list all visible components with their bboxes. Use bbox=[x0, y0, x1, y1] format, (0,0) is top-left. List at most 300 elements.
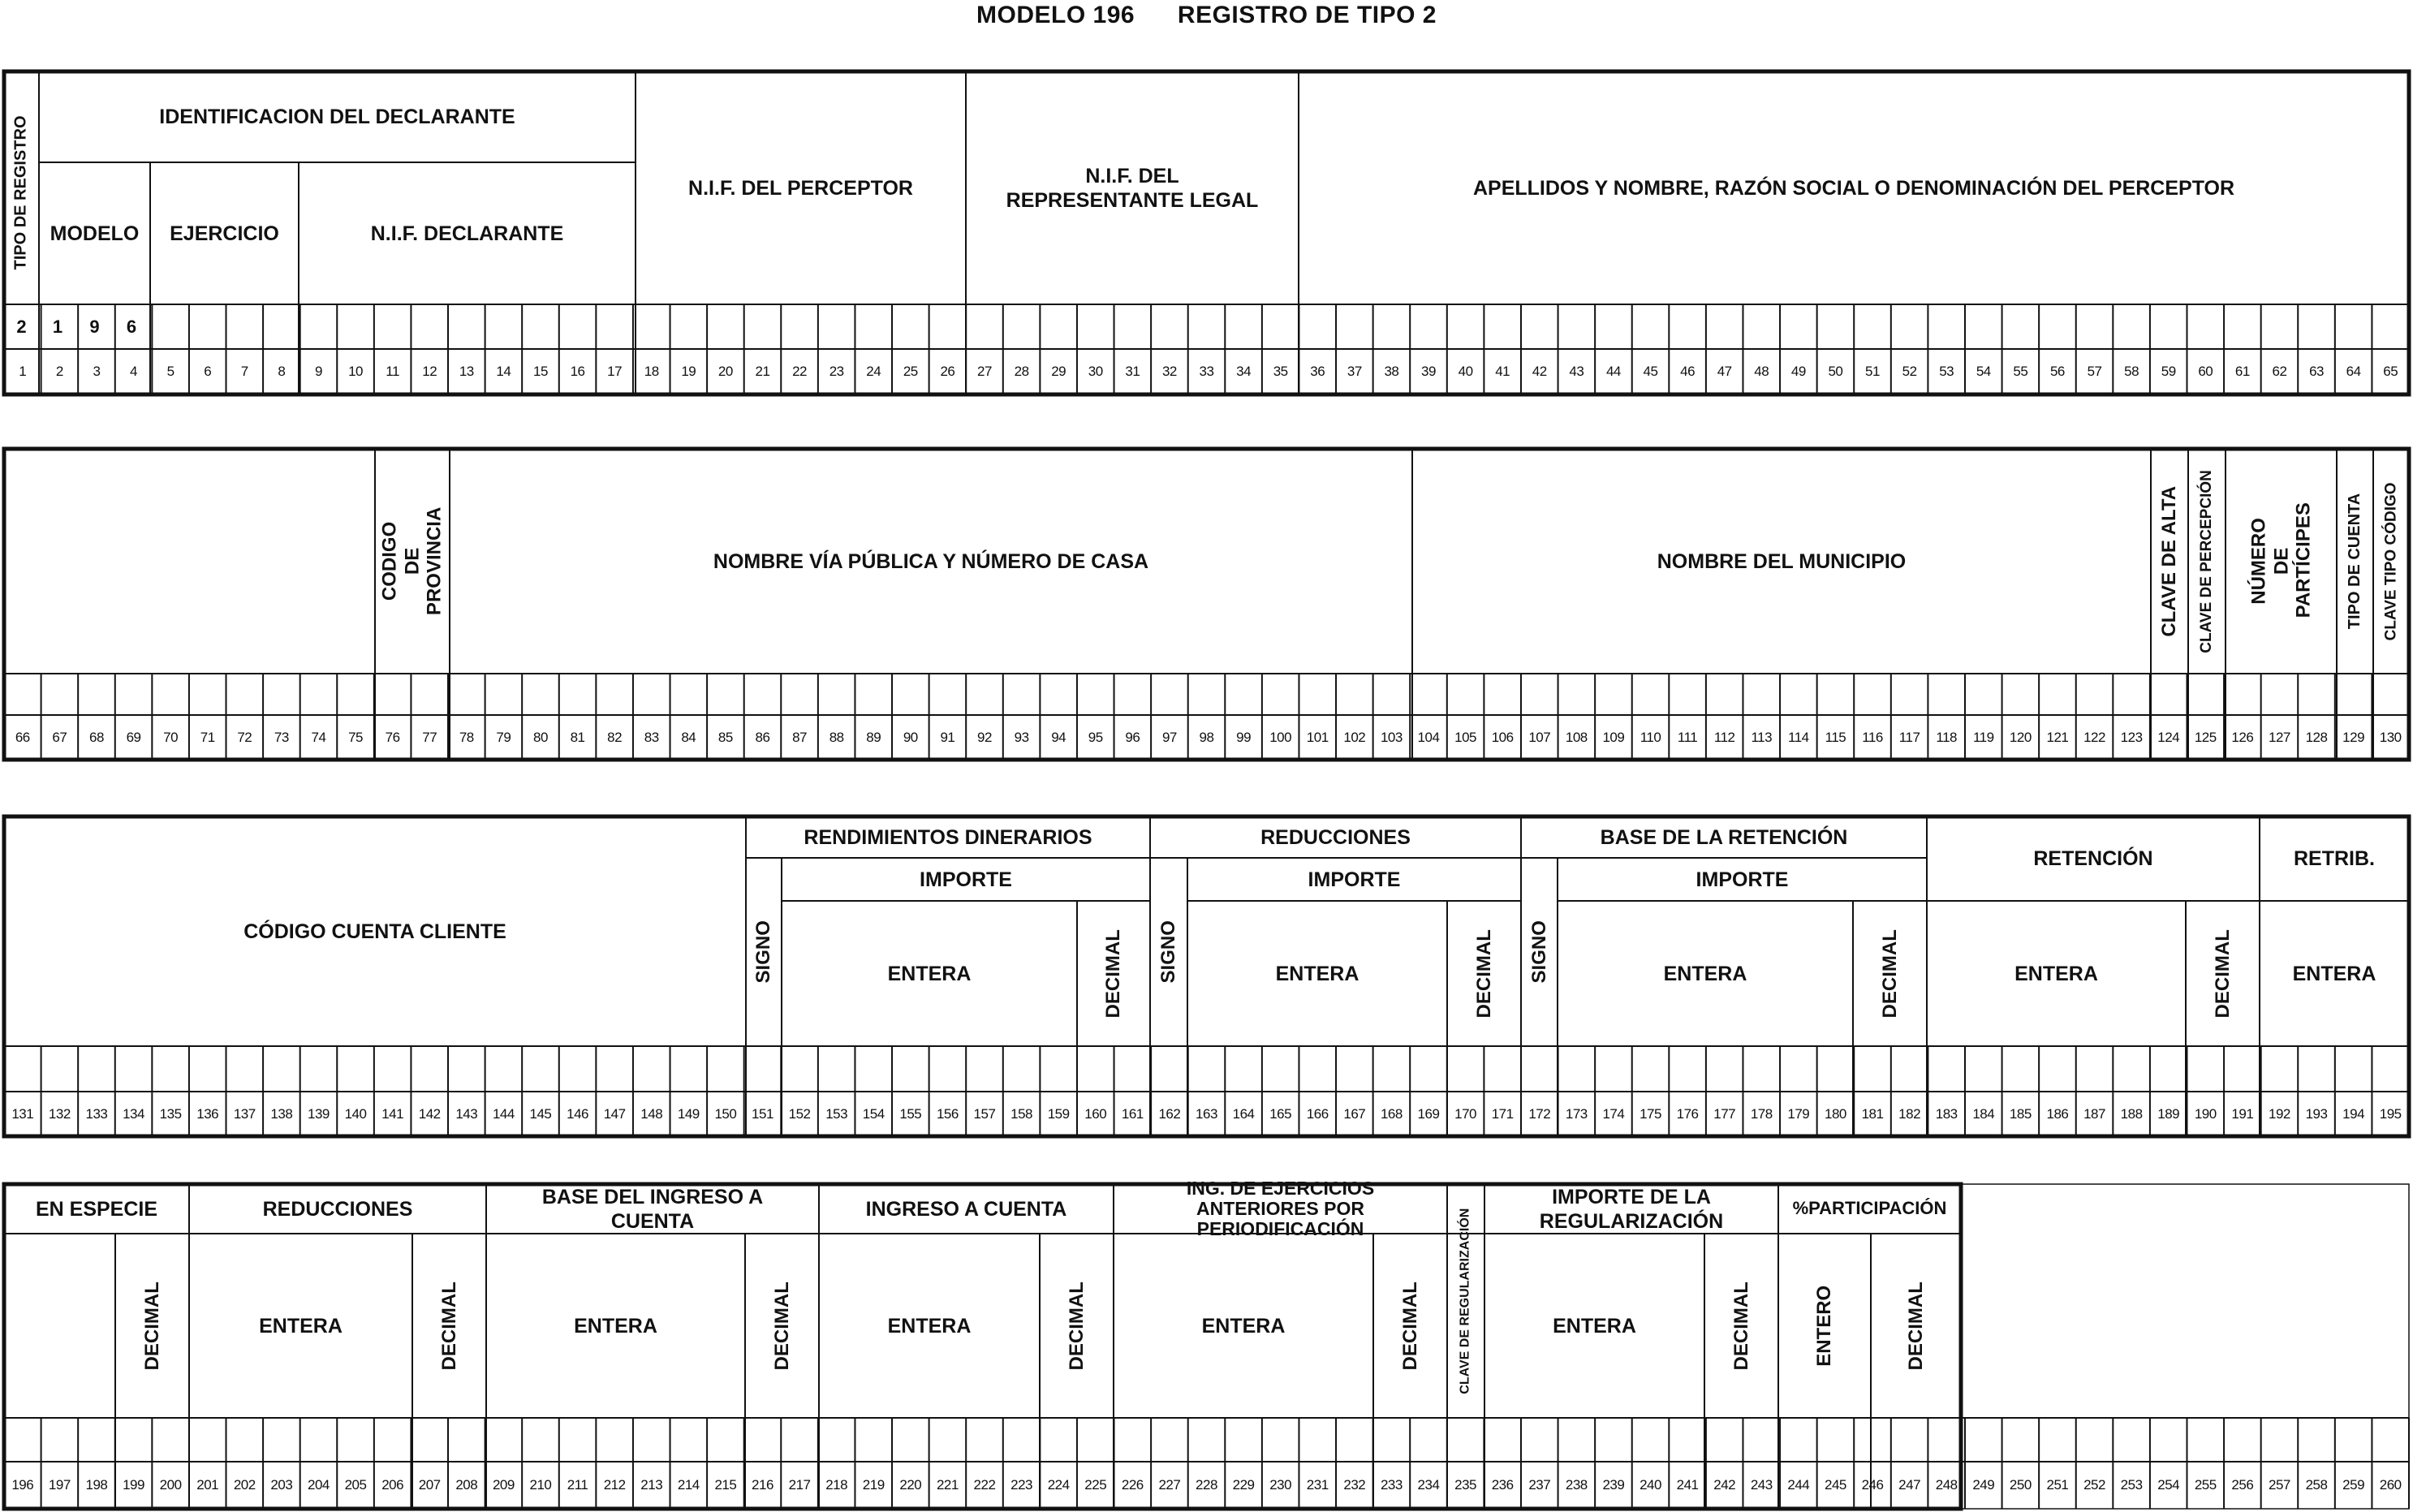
reducciones-signo-header: SIGNO bbox=[1157, 920, 1180, 984]
position-number: 32 bbox=[1161, 364, 1177, 379]
position-number: 187 bbox=[2083, 1105, 2105, 1122]
position-number: 206 bbox=[381, 1477, 404, 1493]
position-number: 16 bbox=[570, 364, 585, 379]
position-number: 169 bbox=[1417, 1105, 1440, 1122]
position-number: 156 bbox=[936, 1105, 959, 1122]
position-number: 58 bbox=[2124, 364, 2139, 379]
position-number: 70 bbox=[163, 729, 179, 745]
model-title: MODELO 196 bbox=[976, 2, 1135, 28]
position-number: 82 bbox=[607, 729, 623, 745]
position-number: 114 bbox=[1788, 729, 1809, 745]
position-number: 120 bbox=[2009, 729, 2032, 745]
position-number: 221 bbox=[936, 1477, 959, 1493]
participacion-decimal-header: DECIMAL bbox=[1904, 1281, 1927, 1371]
position-number: 215 bbox=[714, 1477, 737, 1493]
position-number: 182 bbox=[1898, 1105, 1921, 1122]
participacion-header: %PARTICIPACIÓN bbox=[1792, 1198, 1947, 1219]
reducciones-entera-header-2: ENTERA bbox=[259, 1314, 343, 1338]
codigo-cuenta-cliente-header: CÓDIGO CUENTA CLIENTE bbox=[243, 920, 506, 943]
position-number: 47 bbox=[1717, 364, 1732, 379]
position-number: 121 bbox=[2046, 729, 2069, 745]
nif-representante-header: N.I.F. DEL REPRESENTANTE LEGAL bbox=[1006, 164, 1259, 212]
position-number: 255 bbox=[2194, 1477, 2217, 1493]
position-number: 162 bbox=[1158, 1105, 1181, 1122]
position-number: 183 bbox=[1935, 1105, 1958, 1122]
position-number: 76 bbox=[385, 729, 400, 745]
position-number: 54 bbox=[1976, 364, 1991, 379]
position-number: 83 bbox=[644, 729, 659, 745]
position-number: 242 bbox=[1713, 1477, 1736, 1493]
retencion-entera-header: ENTERA bbox=[2014, 962, 2098, 985]
base-retencion-decimal-header: DECIMAL bbox=[1878, 928, 1901, 1019]
position-number: 86 bbox=[755, 729, 770, 745]
position-number: 48 bbox=[1754, 364, 1769, 379]
position-number: 63 bbox=[2309, 364, 2324, 379]
position-number: 238 bbox=[1565, 1477, 1588, 1493]
position-number: 118 bbox=[1936, 729, 1957, 745]
position-number: 167 bbox=[1343, 1105, 1366, 1122]
position-number: 158 bbox=[1010, 1105, 1032, 1122]
position-number: 178 bbox=[1750, 1105, 1773, 1122]
position-number: 42 bbox=[1532, 364, 1547, 379]
rendimientos-entera-header: ENTERA bbox=[887, 962, 972, 985]
position-number: 230 bbox=[1269, 1477, 1292, 1493]
position-number: 258 bbox=[2305, 1477, 2328, 1493]
position-number: 123 bbox=[2120, 729, 2143, 745]
position-number: 9 bbox=[314, 364, 322, 379]
position-number: 194 bbox=[2342, 1105, 2365, 1122]
position-number: 189 bbox=[2157, 1105, 2180, 1122]
reducciones-decimal-header-2: DECIMAL bbox=[437, 1281, 460, 1371]
position-number: 109 bbox=[1602, 729, 1625, 745]
position-number: 96 bbox=[1125, 729, 1140, 745]
position-number: 44 bbox=[1605, 364, 1621, 379]
position-number: 173 bbox=[1565, 1105, 1588, 1122]
position-number: 208 bbox=[455, 1477, 478, 1493]
position-number: 78 bbox=[459, 729, 474, 745]
position-number: 236 bbox=[1491, 1477, 1514, 1493]
clave-percepcion-header: CLAVE DE PERCEPCIÓN bbox=[2198, 469, 2216, 653]
position-number: 80 bbox=[533, 729, 548, 745]
position-number: 214 bbox=[677, 1477, 700, 1493]
position-number: 10 bbox=[348, 364, 363, 379]
base-ingreso-header: BASE DEL INGRESO A CUENTA bbox=[541, 1185, 764, 1233]
position-number: 142 bbox=[418, 1105, 441, 1122]
position-number: 65 bbox=[2383, 364, 2398, 379]
position-number: 207 bbox=[418, 1477, 441, 1493]
ingreso-cuenta-decimal-header: DECIMAL bbox=[1065, 1281, 1088, 1371]
position-number: 116 bbox=[1862, 729, 1883, 745]
position-number: 67 bbox=[52, 729, 67, 745]
position-number: 87 bbox=[792, 729, 808, 745]
position-number: 191 bbox=[2231, 1105, 2254, 1122]
position-number: 157 bbox=[973, 1105, 996, 1122]
position-number: 143 bbox=[455, 1105, 478, 1122]
position-number: 106 bbox=[1491, 729, 1514, 745]
position-number: 211 bbox=[567, 1477, 588, 1493]
position-number: 25 bbox=[903, 364, 918, 379]
position-number: 27 bbox=[977, 364, 992, 379]
position-number: 150 bbox=[714, 1105, 737, 1122]
clave-tipo-codigo-header: CLAVE TIPO CÓDIGO bbox=[2382, 482, 2400, 640]
position-number: 213 bbox=[640, 1477, 663, 1493]
position-number: 92 bbox=[977, 729, 992, 745]
position-number: 93 bbox=[1014, 729, 1029, 745]
position-number: 220 bbox=[899, 1477, 922, 1493]
position-number: 94 bbox=[1051, 729, 1066, 745]
position-number: 152 bbox=[788, 1105, 811, 1122]
position-number: 141 bbox=[381, 1105, 404, 1122]
position-number: 181 bbox=[1861, 1105, 1884, 1122]
position-number: 168 bbox=[1380, 1105, 1403, 1122]
position-number: 131 bbox=[11, 1105, 34, 1122]
en-especie-decimal-header: DECIMAL bbox=[140, 1281, 163, 1371]
position-number: 69 bbox=[126, 729, 141, 745]
position-number: 56 bbox=[2049, 364, 2065, 379]
rendimientos-importe-header: IMPORTE bbox=[920, 868, 1012, 891]
reducciones-importe-header: IMPORTE bbox=[1308, 868, 1401, 891]
position-number: 165 bbox=[1269, 1105, 1292, 1122]
position-number: 176 bbox=[1676, 1105, 1699, 1122]
position-number: 12 bbox=[422, 364, 437, 379]
position-number: 226 bbox=[1121, 1477, 1144, 1493]
position-number: 225 bbox=[1084, 1477, 1107, 1493]
position-number: 224 bbox=[1047, 1477, 1070, 1493]
position-number: 217 bbox=[788, 1477, 811, 1493]
reducciones-header-2: REDUCCIONES bbox=[262, 1197, 413, 1221]
position-number: 112 bbox=[1713, 729, 1735, 745]
position-number: 245 bbox=[1824, 1477, 1846, 1493]
position-number: 24 bbox=[866, 364, 881, 379]
position-number: 15 bbox=[533, 364, 548, 379]
position-number: 57 bbox=[2087, 364, 2102, 379]
position-number: 134 bbox=[123, 1105, 144, 1122]
position-number: 190 bbox=[2194, 1105, 2217, 1122]
position-number: 53 bbox=[1939, 364, 1954, 379]
position-number: 110 bbox=[1640, 729, 1661, 745]
position-number: 203 bbox=[270, 1477, 293, 1493]
position-number: 88 bbox=[829, 729, 844, 745]
ing-ejercicios-entera-header: ENTERA bbox=[1201, 1314, 1286, 1338]
nombre-via-header: NOMBRE VÍA PÚBLICA Y NÚMERO DE CASA bbox=[713, 549, 1149, 573]
position-number: 177 bbox=[1713, 1105, 1736, 1122]
base-retencion-header: BASE DE LA RETENCIÓN bbox=[1600, 825, 1848, 849]
position-number: 171 bbox=[1491, 1105, 1514, 1122]
position-number: 166 bbox=[1306, 1105, 1329, 1122]
position-number: 108 bbox=[1565, 729, 1588, 745]
position-number: 193 bbox=[2305, 1105, 2328, 1122]
position-number: 212 bbox=[603, 1477, 626, 1493]
position-number: 122 bbox=[2083, 729, 2105, 745]
position-number: 74 bbox=[311, 729, 326, 745]
position-number: 89 bbox=[866, 729, 881, 745]
position-number: 75 bbox=[348, 729, 363, 745]
position-number: 204 bbox=[308, 1477, 330, 1493]
position-number: 253 bbox=[2120, 1477, 2143, 1493]
position-number: 254 bbox=[2157, 1477, 2180, 1493]
position-number: 28 bbox=[1014, 364, 1029, 379]
position-number: 85 bbox=[717, 729, 733, 745]
position-number: 17 bbox=[607, 364, 623, 379]
position-number: 41 bbox=[1495, 364, 1510, 379]
position-number: 20 bbox=[717, 364, 733, 379]
position-number: 26 bbox=[940, 364, 955, 379]
position-number: 244 bbox=[1787, 1477, 1810, 1493]
position-number: 200 bbox=[159, 1477, 182, 1493]
position-number: 101 bbox=[1306, 729, 1329, 745]
position-number: 228 bbox=[1196, 1477, 1217, 1493]
ejercicio-header: EJERCICIO bbox=[170, 222, 279, 245]
position-number: 29 bbox=[1051, 364, 1066, 379]
position-number: 99 bbox=[1236, 729, 1252, 745]
identificacion-declarante-header: IDENTIFICACION DEL DECLARANTE bbox=[159, 106, 515, 128]
position-number: 223 bbox=[1010, 1477, 1032, 1493]
position-number: 248 bbox=[1935, 1477, 1958, 1493]
position-number: 205 bbox=[344, 1477, 367, 1493]
rendimientos-dinerarios-header: RENDIMIENTOS DINERARIOS bbox=[804, 825, 1092, 849]
position-number: 13 bbox=[459, 364, 474, 379]
position-number: 90 bbox=[903, 729, 918, 745]
position-number: 175 bbox=[1640, 1105, 1661, 1122]
clave-alta-header: CLAVE DE ALTA bbox=[2158, 485, 2181, 637]
prefilled-modelo-digit-2: 9 bbox=[89, 316, 100, 337]
position-number: 218 bbox=[825, 1477, 848, 1493]
position-number: 4 bbox=[130, 364, 138, 379]
position-number: 259 bbox=[2342, 1477, 2365, 1493]
apellidos-nombre-header: APELLIDOS Y NOMBRE, RAZÓN SOCIAL O DENOMINACIÓN DEL PERCEPTOR bbox=[1472, 176, 2235, 200]
position-number: 104 bbox=[1417, 729, 1440, 745]
position-number: 154 bbox=[862, 1105, 885, 1122]
position-number: 145 bbox=[529, 1105, 552, 1122]
position-number: 260 bbox=[2379, 1477, 2402, 1493]
position-number: 125 bbox=[2194, 729, 2217, 745]
position-number: 98 bbox=[1199, 729, 1214, 745]
position-number: 46 bbox=[1680, 364, 1696, 379]
position-number: 138 bbox=[270, 1105, 293, 1122]
position-number: 21 bbox=[755, 364, 770, 379]
position-number: 195 bbox=[2379, 1105, 2402, 1122]
position-number: 95 bbox=[1088, 729, 1103, 745]
position-number: 105 bbox=[1454, 729, 1477, 745]
retrib-header: RETRIB. bbox=[2294, 847, 2375, 870]
position-number: 113 bbox=[1751, 729, 1773, 745]
position-number: 139 bbox=[308, 1105, 330, 1122]
position-number: 52 bbox=[1902, 364, 1917, 379]
position-number: 148 bbox=[640, 1105, 663, 1122]
position-number: 155 bbox=[899, 1105, 922, 1122]
position-number: 64 bbox=[2346, 364, 2361, 379]
position-number: 149 bbox=[677, 1105, 700, 1122]
position-number: 119 bbox=[1972, 729, 1994, 745]
position-number: 159 bbox=[1047, 1105, 1070, 1122]
position-number: 135 bbox=[159, 1105, 182, 1122]
position-number: 232 bbox=[1343, 1477, 1366, 1493]
position-number: 246 bbox=[1861, 1477, 1884, 1493]
position-number: 174 bbox=[1602, 1105, 1625, 1122]
position-number: 144 bbox=[492, 1105, 515, 1122]
numero-participes-header: NÚMERO DE PARTÍCIPES bbox=[2247, 502, 2315, 618]
position-number: 81 bbox=[570, 729, 585, 745]
position-number: 231 bbox=[1306, 1477, 1329, 1493]
position-number: 133 bbox=[85, 1105, 108, 1122]
rendimientos-decimal-header: DECIMAL bbox=[1102, 928, 1125, 1019]
record-title: REGISTRO DE TIPO 2 bbox=[1177, 2, 1437, 28]
position-number: 23 bbox=[829, 364, 844, 379]
position-number: 151 bbox=[752, 1105, 773, 1122]
position-number: 202 bbox=[233, 1477, 256, 1493]
position-number: 35 bbox=[1273, 364, 1288, 379]
prefilled-tipo-registro: 2 bbox=[16, 316, 27, 337]
position-number: 61 bbox=[2234, 364, 2250, 379]
position-number: 161 bbox=[1121, 1105, 1144, 1122]
prefilled-modelo-digit-3: 6 bbox=[126, 316, 137, 337]
position-number: 124 bbox=[2157, 729, 2180, 745]
position-number: 14 bbox=[496, 364, 511, 379]
position-number: 91 bbox=[940, 729, 955, 745]
position-number: 100 bbox=[1269, 729, 1292, 745]
prefilled-modelo-digit-1: 1 bbox=[52, 316, 63, 337]
position-number: 252 bbox=[2083, 1477, 2105, 1493]
position-number: 73 bbox=[274, 729, 289, 745]
position-number: 33 bbox=[1199, 364, 1214, 379]
nif-perceptor-header: N.I.F. DEL PERCEPTOR bbox=[688, 176, 913, 200]
position-number: 72 bbox=[237, 729, 252, 745]
position-number: 62 bbox=[2272, 364, 2287, 379]
position-number: 11 bbox=[386, 364, 399, 379]
position-number: 45 bbox=[1643, 364, 1658, 379]
position-number: 209 bbox=[492, 1477, 515, 1493]
nombre-municipio-header: NOMBRE DEL MUNICIPIO bbox=[1657, 549, 1907, 573]
position-number: 7 bbox=[240, 364, 248, 379]
position-number: 240 bbox=[1640, 1477, 1661, 1493]
position-number: 216 bbox=[752, 1477, 773, 1493]
base-ingreso-entera-header: ENTERA bbox=[574, 1314, 657, 1338]
position-number: 251 bbox=[2046, 1477, 2069, 1493]
position-number: 164 bbox=[1232, 1105, 1255, 1122]
base-retencion-signo-header: SIGNO bbox=[1528, 920, 1550, 984]
position-number: 137 bbox=[233, 1105, 256, 1122]
position-number: 79 bbox=[496, 729, 511, 745]
position-number: 237 bbox=[1528, 1477, 1551, 1493]
base-ingreso-decimal-header: DECIMAL bbox=[770, 1281, 793, 1371]
position-number: 50 bbox=[1828, 364, 1843, 379]
position-number: 115 bbox=[1825, 729, 1846, 745]
position-number: 233 bbox=[1380, 1477, 1403, 1493]
position-number: 249 bbox=[1972, 1477, 1995, 1493]
position-number: 241 bbox=[1676, 1477, 1699, 1493]
importe-regularizacion-header: IMPORTE DE LA REGULARIZACIÓN bbox=[1539, 1185, 1724, 1233]
position-number: 129 bbox=[2342, 729, 2365, 745]
position-number: 107 bbox=[1528, 729, 1551, 745]
position-number: 19 bbox=[681, 364, 696, 379]
position-number: 126 bbox=[2231, 729, 2254, 745]
position-number: 210 bbox=[529, 1477, 552, 1493]
position-number: 180 bbox=[1824, 1105, 1846, 1122]
position-number: 185 bbox=[2009, 1105, 2032, 1122]
position-number: 257 bbox=[2269, 1477, 2290, 1493]
position-number: 153 bbox=[825, 1105, 848, 1122]
position-number: 6 bbox=[204, 364, 212, 379]
position-number: 130 bbox=[2379, 729, 2402, 745]
position-number: 179 bbox=[1787, 1105, 1810, 1122]
importe-regularizacion-entera-header: ENTERA bbox=[1553, 1314, 1636, 1338]
reducciones-decimal-header: DECIMAL bbox=[1472, 928, 1495, 1019]
position-number: 30 bbox=[1088, 364, 1103, 379]
position-number: 127 bbox=[2269, 729, 2290, 745]
position-number: 49 bbox=[1790, 364, 1806, 379]
ingreso-cuenta-header: INGRESO A CUENTA bbox=[865, 1197, 1067, 1221]
base-retencion-importe-header: IMPORTE bbox=[1696, 868, 1789, 891]
position-number: 68 bbox=[88, 729, 104, 745]
position-number: 132 bbox=[48, 1105, 71, 1122]
rendimientos-signo-header: SIGNO bbox=[752, 920, 775, 984]
position-number: 51 bbox=[1865, 364, 1880, 379]
position-number: 201 bbox=[196, 1477, 219, 1493]
position-number: 102 bbox=[1343, 729, 1366, 745]
position-number: 196 bbox=[11, 1477, 34, 1493]
reducciones-entera-header: ENTERA bbox=[1275, 962, 1359, 985]
tipo-registro-label: TIPO DE REGISTRO bbox=[12, 115, 30, 270]
nif-declarante-header: N.I.F. DECLARANTE bbox=[370, 222, 564, 245]
position-number: 239 bbox=[1602, 1477, 1625, 1493]
position-number: 31 bbox=[1125, 364, 1140, 379]
position-number: 60 bbox=[2198, 364, 2213, 379]
position-number: 160 bbox=[1084, 1105, 1107, 1122]
position-number: 198 bbox=[85, 1477, 108, 1493]
position-number: 2 bbox=[55, 364, 63, 379]
position-number: 39 bbox=[1421, 364, 1436, 379]
ing-ejercicios-decimal-header: DECIMAL bbox=[1398, 1281, 1421, 1371]
clave-regularizacion-header: CLAVE DE REGULARIZACIÓN bbox=[1458, 1208, 1472, 1394]
position-number: 43 bbox=[1569, 364, 1584, 379]
position-number: 22 bbox=[792, 364, 808, 379]
position-number: 55 bbox=[2013, 364, 2028, 379]
position-number: 97 bbox=[1161, 729, 1177, 745]
position-number: 66 bbox=[15, 729, 30, 745]
position-number: 77 bbox=[422, 729, 437, 745]
position-number: 111 bbox=[1677, 729, 1698, 745]
position-number: 103 bbox=[1380, 729, 1403, 745]
position-number: 184 bbox=[1972, 1105, 1995, 1122]
position-number: 1 bbox=[19, 364, 27, 379]
position-number: 18 bbox=[644, 364, 659, 379]
position-number: 250 bbox=[2009, 1477, 2032, 1493]
position-number: 229 bbox=[1232, 1477, 1255, 1493]
position-number: 117 bbox=[1898, 729, 1920, 745]
importe-regularizacion-decimal-header: DECIMAL bbox=[1730, 1281, 1752, 1371]
position-number: 192 bbox=[2269, 1105, 2290, 1122]
retrib-entera-header: ENTERA bbox=[2292, 962, 2376, 985]
position-number: 219 bbox=[862, 1477, 885, 1493]
retencion-decimal-header: DECIMAL bbox=[2211, 928, 2234, 1019]
position-number: 227 bbox=[1158, 1477, 1181, 1493]
position-number: 163 bbox=[1196, 1105, 1217, 1122]
position-number: 172 bbox=[1528, 1105, 1551, 1122]
position-number: 3 bbox=[93, 364, 101, 379]
position-number: 37 bbox=[1347, 364, 1362, 379]
position-number: 199 bbox=[123, 1477, 144, 1493]
retencion-header: RETENCIÓN bbox=[2033, 847, 2153, 870]
ingreso-cuenta-entera-header: ENTERA bbox=[887, 1314, 972, 1338]
position-number: 188 bbox=[2120, 1105, 2143, 1122]
position-number: 128 bbox=[2305, 729, 2328, 745]
position-number: 146 bbox=[567, 1105, 588, 1122]
position-number: 136 bbox=[196, 1105, 219, 1122]
position-number: 222 bbox=[973, 1477, 996, 1493]
position-number: 234 bbox=[1417, 1477, 1440, 1493]
position-number: 59 bbox=[2161, 364, 2176, 379]
position-number: 197 bbox=[48, 1477, 71, 1493]
